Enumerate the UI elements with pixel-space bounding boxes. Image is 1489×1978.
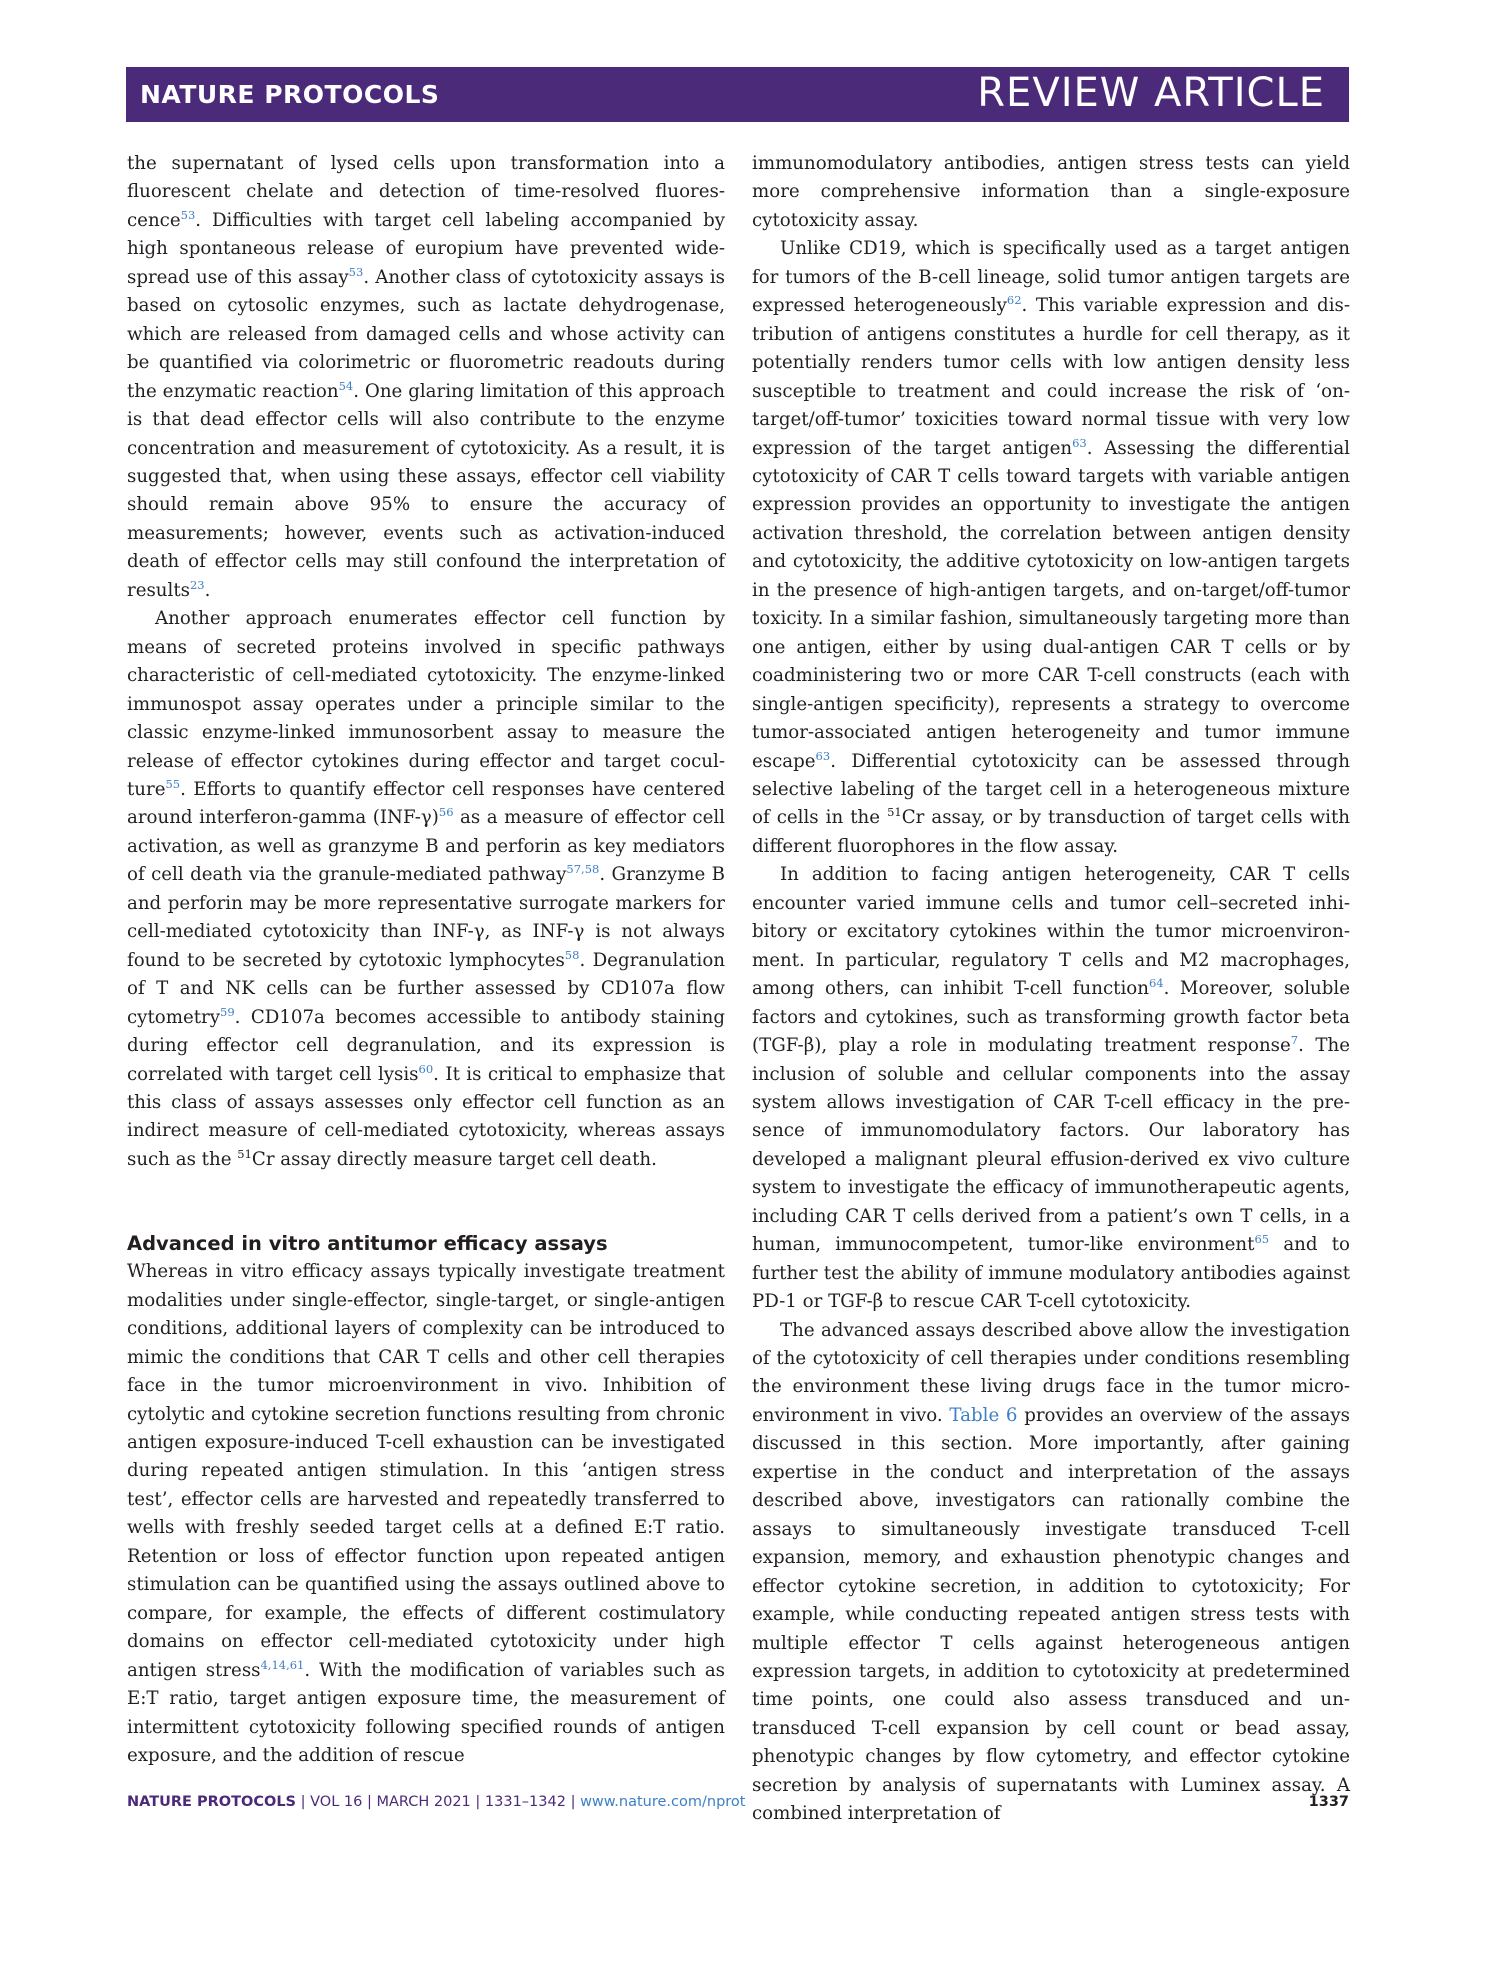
section-heading: Advanced in vitro antitumor efficacy assays [127,1232,608,1256]
citation-link[interactable]: 62 [1006,293,1022,308]
citation-link[interactable]: 57,58 [566,862,600,877]
footer-pages: 1331–1342 [484,1794,566,1810]
footer-volume: VOL 16 [310,1794,363,1810]
page-number: 1337 [1308,1794,1349,1810]
journal-header-bar [126,67,1349,122]
paragraph: The advanced assays described above allow the investigation of the cytotoxicity of cell therapies under conditions resembling the environment these living drugs face in the tumor microenvironment in vivo. Table 6 provides an overview of the assays discussed in this section. More importantly, after gaining expertise in the conduct and interpretation of the assays described above, investigators can rationally combine the assays to simultaneously investigate transduced T-cell expansion, memory, and exhaustion phenotypic changes and effector cytokine secretion, in addition to cytotoxicity; For example, while conducting repeated antigen stress tests with multiple effector T cells against heterogeneous antigen expression targets, in addition to cytotoxicity at predetermined time points, one could also assess transduced and un-transduced T-cell expansion by cell count or bead assay, phenotypic changes by flow cytometry, and effector cytokine secretion by analysis of supernatants with Luminex assay. A combined interpretation of [752,1319,1350,1825]
paragraph: the supernatant of lysed cells upon transformation into a fluorescent chelate and detection of time-resolved fluorescence$^{53}$. Difficulties with target cell labeling accompanied by high spontaneous release of europium have prevented widespread use of this assay$^{53}$. Another class of cytotoxicity assays is based on cytosolic enzymes, such as lactate dehydrogenase, which are released from damaged cells and whose activity can be quantified via colorimetric or fluorometric readouts during the enzymatic reaction$^{54}$. One glaring limitation of this approach is that dead effector cells will also contribute to the enzyme concentration and measurement of cytotoxicity. As a result, it is suggested that, when using these assays, effector cell viability should remain above 95% to ensure the accuracy of measurements; however, events such as activation-induced death of effector cells may still confound the interpretation of results$^{23}$. [127,153,725,601]
paragraph: Unlike CD19, which is specifically used as a target antigen for tumors of the B-cell lineage, solid tumor antigen targets are expressed heterogeneously$^{62}$. This variable expression and distribution of antigens constitutes a hurdle for cell therapy, as it potentially renders tumor cells with low antigen density less susceptible to treatment and could increase the risk of ‘on-target/off-tumor’ toxicities toward normal tissue with very low expression of the target antigen$^{63}$. Assessing the differential cytotoxicity of CAR T cells toward targets with variable antigen expression provides an opportunity to investigate the antigen activation threshold, the correlation between antigen density and cytotoxicity, the additive cytotoxicity on low-antigen targets in the presence of high-antigen targets, and on-target/off-tumor toxicity. In a similar fashion, simultaneously targeting more than one antigen, either by using dual-antigen CAR T cells or by coadministering two or more CAR T-cell constructs (each with single-antigen specificity), represents a strategy to overcome tumor-associated antigen heterogeneity and tumor immune escape$^{63}$. Differential cytotoxicity can be assessed through selective labeling of the target cell in a heterogeneous mixture of cells in the $^{51}$Cr assay, or by transduction of target cells with different fluorophores in the flow assay. [752,238,1351,857]
citation-link[interactable]: 58 [564,947,580,962]
citation-link[interactable]: 59 [220,1004,235,1019]
paragraph: In addition to facing antigen heterogeneity, CAR T cells encounter varied immune cells and tumor cell–secreted inhibitory or excitatory cytokines within the tumor microenvironment. In particular, regulatory T cells and M2 macrophages, among others, can inhibit T-cell function$^{64}$. Moreover, soluble factors and cytokines, such as transforming growth factor beta (TGF-β), play a role in modulating treatment response$^7$. The inclusion of soluble and cellular components into the assay system allows investigation of CAR T-cell efficacy in the presence of immunomodulatory factors. Our laboratory has developed a malignant pleural effusion-derived ex vivo culture system to investigate the efficacy of immunotherapeutic agents, including CAR T cells derived from a patient’s own T cells, in a human, immunocompetent, tumor-like environment$^{65}$ and to further test the ability of immune modulatory antibodies against PD-1 or TGF-β to rescue CAR T-cell cytotoxicity. [752,864,1351,1313]
paragraph: Whereas in vitro efficacy assays typically investigate treatment modalities under single-effector, single-target, or single-antigen conditions, additional layers of complexity can be introduced to mimic the conditions that CAR T cells and other cell therapies face in the tumor microenvironment in vivo. Inhibition of cytolytic and cytokine secretion functions resulting from chronic antigen exposure-induced T-cell exhaustion can be investigated during repeated antigen stimulation. In this ‘antigen stress test’, effector cells are harvested and repeatedly transferred to wells with freshly seeded target cells at a defined E:T ratio. Retention or loss of effector function upon repeated antigen stimulation can be quantified using the assays outlined above to compare, for example, the effects of different costimulatory domains on effector cell-mediated cytotoxicity under high antigen stress$^{4,14,61}$. With the modification of variables such as E:T ratio, target antigen exposure time, the measurement of intermittent cytotoxicity following specified rounds of antigen exposure, and the addition of rescue [127,1261,725,1767]
citation-link[interactable]: 60 [418,1061,434,1076]
footer-journal: NATURE PROTOCOLS [127,1794,297,1810]
left-column [127,150,725,1770]
citation-link[interactable]: 4,14,61 [260,1657,305,1672]
citation-link[interactable]: 53 [348,264,364,279]
citation-link[interactable]: 53 [180,207,196,222]
article-type: REVIEW ARTICLE [977,70,1325,116]
citation-link[interactable]: 65 [1254,1232,1270,1247]
citation-link[interactable]: 23 [189,577,205,592]
paragraph: immunomodulatory antibodies, antigen stress tests can yield more comprehensive information than a single-exposure cytotoxicity assay. [752,153,1350,231]
table-link[interactable]: Table 6 [949,1404,1018,1426]
right-column [752,150,1350,1829]
footer-citation: NATURE PROTOCOLS | VOL 16 | MARCH 2021 | 1331–1342 | www.nature.com/nprot [127,1794,746,1810]
journal-name: NATURE PROTOCOLS [140,80,440,109]
citation-link[interactable]: 54 [338,378,354,393]
paragraph: Another approach enumerates effector cell function by means of secreted proteins involved in specific pathways characteristic of cell-mediated cytotoxicity. The enzyme-linked immunospot assay operates under a principle similar to the classic enzyme-linked immunosorbent assay to measure the release of effector cytokines during effector and target coculture$^{55}$. Efforts to quantify effector cell responses have centered around interferon-gamma (INF-γ)$^{56}$ as a measure of effector cell activation, as well as granzyme B and perforin as key mediators of cell death via the granule-mediated pathway$^{57,58}$. Granzyme B and perforin may be more representative surrogate markers for cell-mediated cytotoxicity than INF-γ, as INF-γ is not always found to be secreted by cytotoxic lymphocytes$^{58}$. Degranulation of T and NK cells can be further assessed by CD107a flow cytometry$^{59}$. CD107a becomes accessible to antibody staining during effector cell degranulation, and its expression is correlated with target cell lysis$^{60}$. It is critical to emphasize that this class of assays assesses only effector cell function as an indirect measure of cell-mediated cytotoxicity, whereas assays such as the $^{51}$Cr assay directly measure target cell death. [127,608,726,1170]
footer-url-link[interactable]: www.nature.com/nprot [580,1794,746,1810]
page-footer [127,1794,1349,1816]
citation-link[interactable]: 64 [1148,976,1164,991]
citation-link[interactable]: 63 [815,748,831,763]
isotope-superscript: 51 [237,1146,252,1161]
citation-link[interactable]: 56 [438,805,454,820]
citation-link[interactable]: 7 [1290,1032,1299,1047]
citation-link[interactable]: 55 [165,776,181,791]
isotope-superscript: 51 [887,805,902,820]
citation-link[interactable]: 63 [1072,435,1087,450]
footer-date: MARCH 2021 [376,1794,471,1810]
